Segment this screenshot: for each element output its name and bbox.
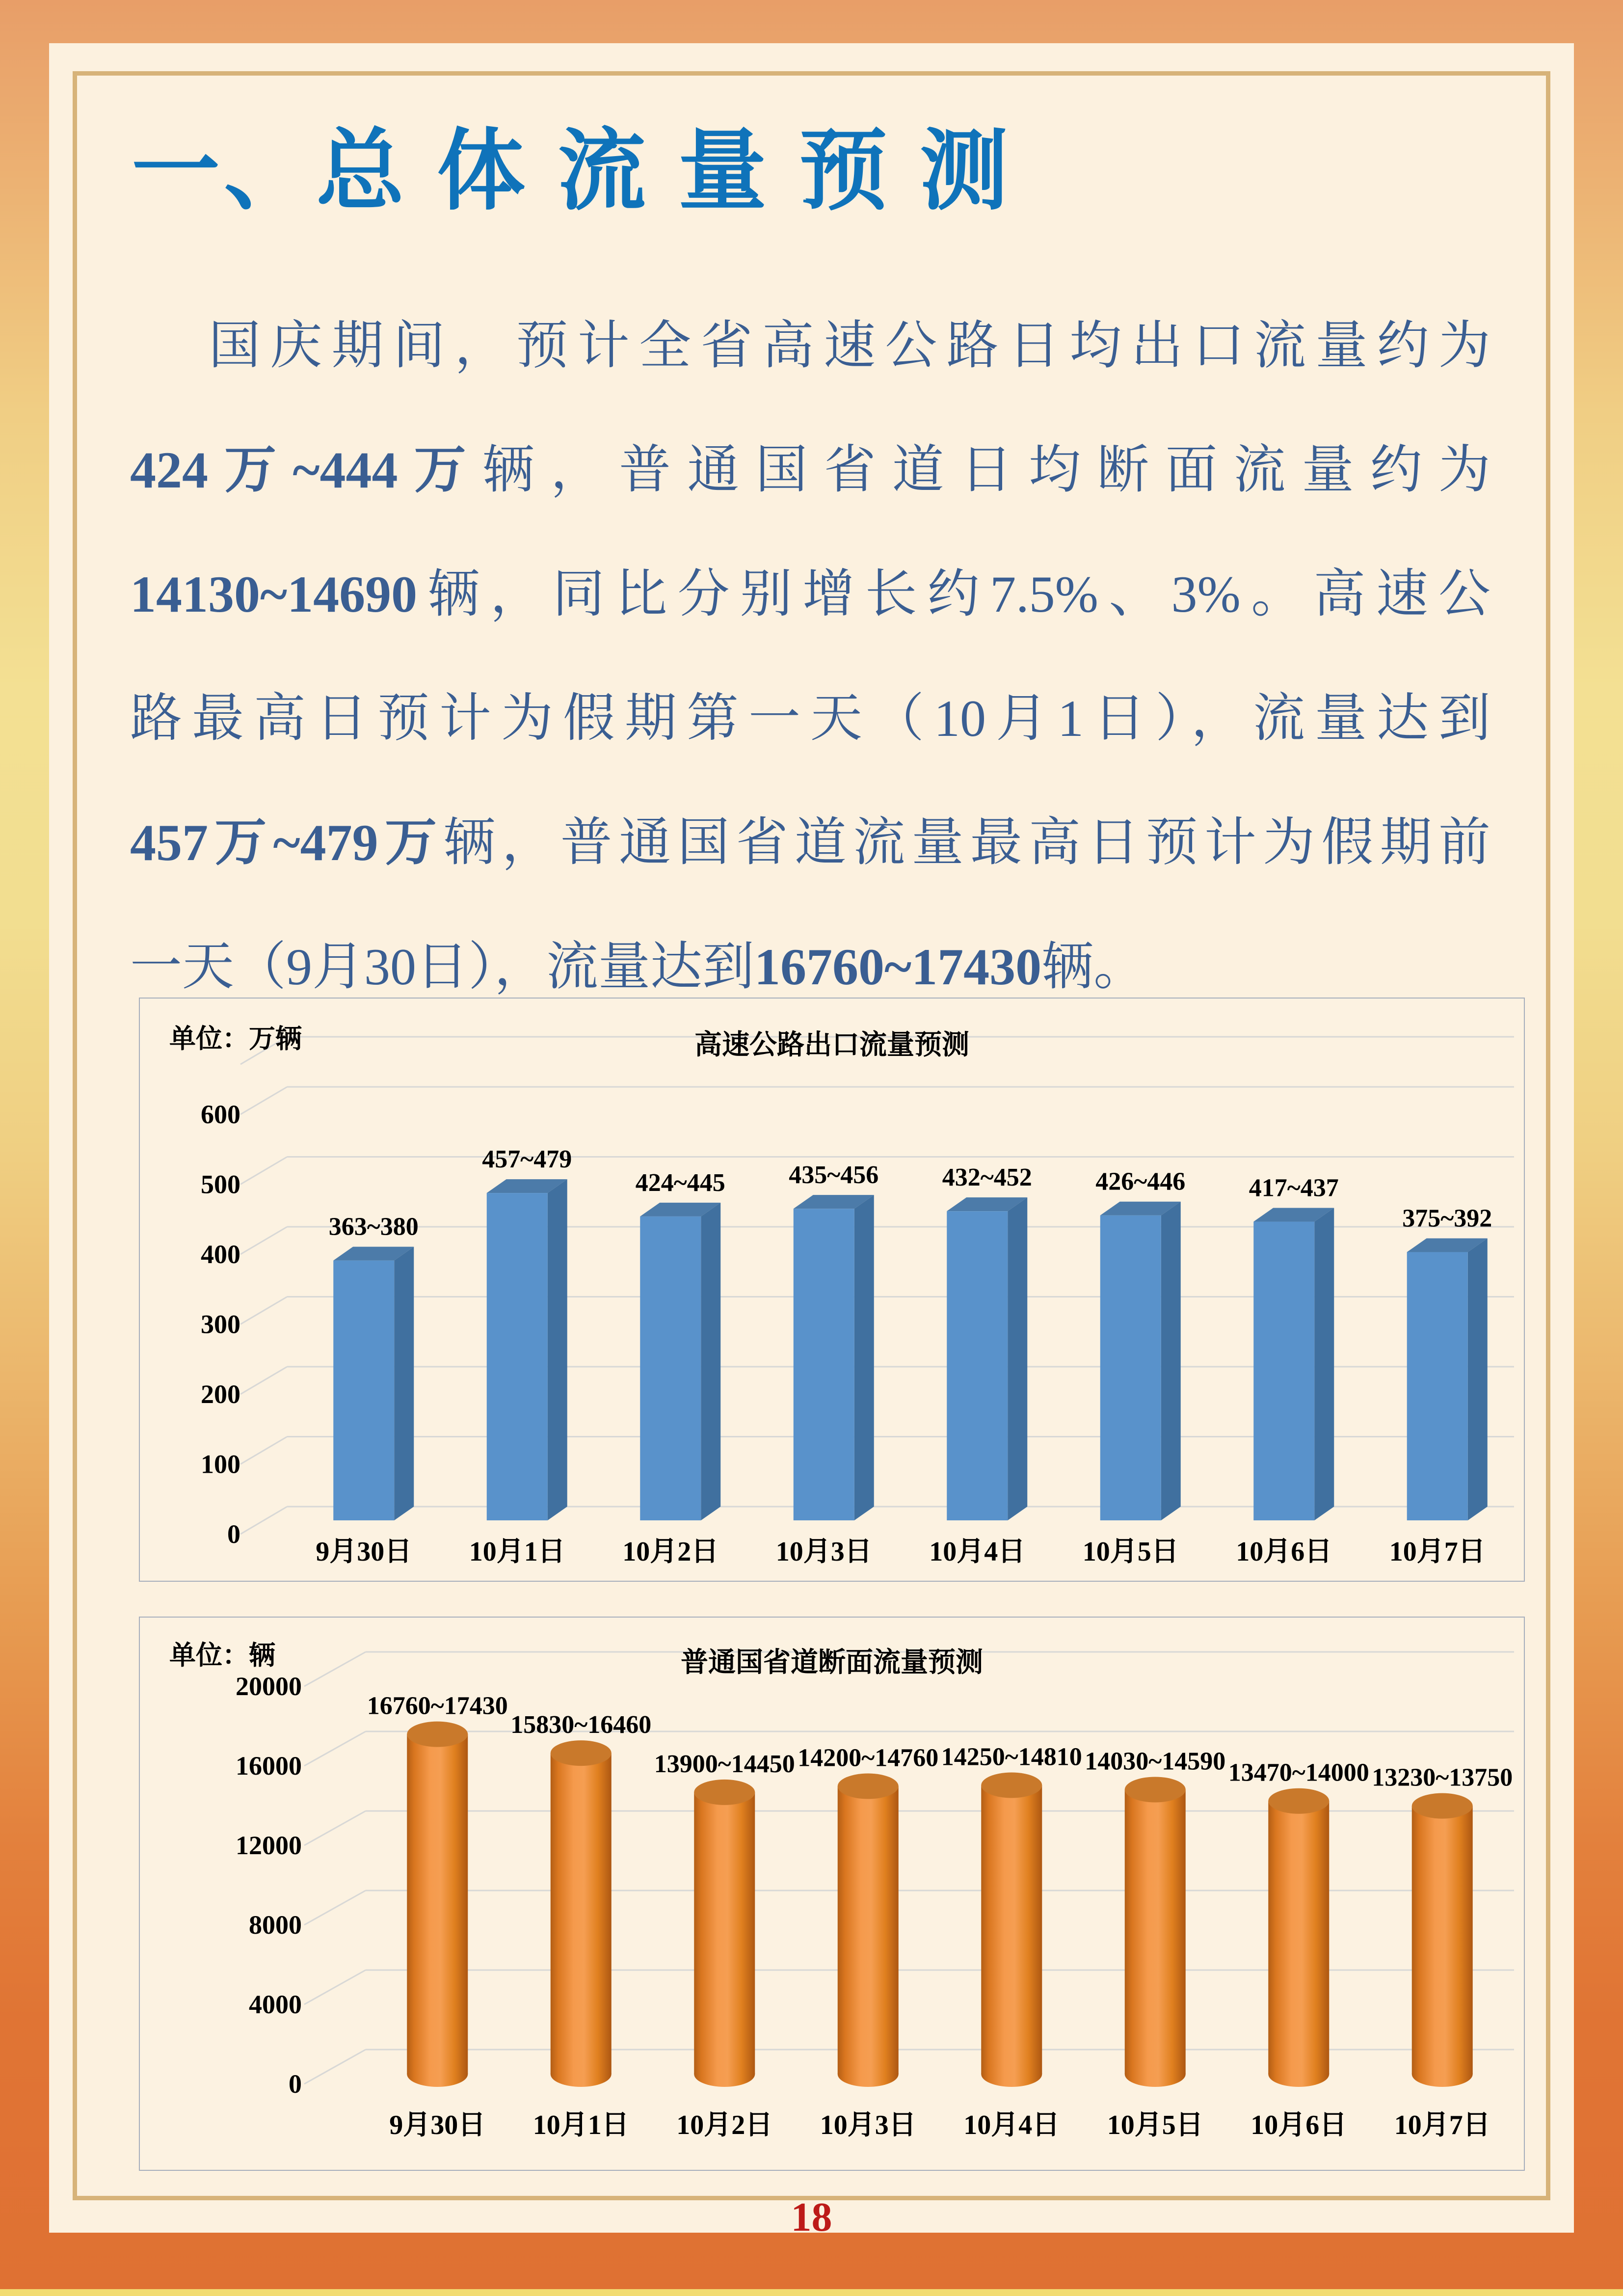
paragraph-line: [130, 781, 1490, 905]
gridline: [304, 1811, 1514, 1845]
y-axis-tick-label: 16000: [236, 1751, 302, 1781]
y-axis-tick-label: 4000: [249, 1990, 302, 2019]
x-axis-date-label: 9月30日: [316, 1537, 412, 1567]
body-text-run: 辆，普通国省道日均断面流量约为: [482, 441, 1491, 499]
x-axis-date-label: 10月3日: [820, 2110, 916, 2140]
bar-3d-column: [640, 1203, 720, 1520]
y-axis-tick-label: 20000: [236, 1672, 302, 1701]
y-axis-tick-label: 600: [201, 1100, 240, 1129]
x-axis-date-label: 10月2日: [622, 1537, 719, 1567]
body-text-run: 路最高日预计为假期第一天（10月1日），流量达到: [130, 690, 1490, 747]
highlighted-value-text: 16760~17430: [754, 938, 1042, 996]
gridline: [304, 2050, 1514, 2084]
chart-canvas: [140, 999, 1524, 1581]
bar-3d-cylinder: [407, 1722, 468, 2087]
y-axis-tick-label: 400: [201, 1240, 240, 1269]
bar-value-range-label: 417~437: [1249, 1174, 1339, 1202]
y-axis-tick-label: 500: [201, 1169, 240, 1199]
page-number: 18: [791, 2194, 832, 2240]
gridline: [304, 1891, 1514, 1925]
x-axis-date-label: 10月6日: [1251, 2110, 1347, 2140]
highlighted-value-text: 14130~14690: [130, 566, 418, 623]
bar-value-range-label: 375~392: [1402, 1204, 1492, 1233]
chart-title: 高速公路出口流量预测: [694, 1030, 969, 1060]
bar-3d-column: [333, 1247, 414, 1520]
bar-value-range-label: 14200~14760: [798, 1744, 939, 1772]
bar-3d-column: [794, 1195, 874, 1520]
y-axis-tick-label: 300: [201, 1309, 240, 1339]
chart-unit-label: 单位：万辆: [169, 1024, 302, 1053]
y-axis-tick-label: 100: [201, 1449, 240, 1479]
paragraph-line: [130, 284, 1490, 408]
bar-value-range-label: 14030~14590: [1085, 1747, 1226, 1776]
bar-3d-column: [1100, 1202, 1181, 1520]
bar-3d-cylinder: [981, 1773, 1042, 2087]
bar-value-range-label: 13900~14450: [654, 1750, 795, 1778]
x-axis-date-label: 10月6日: [1236, 1537, 1332, 1567]
bar-3d-column: [947, 1197, 1027, 1520]
x-axis-date-label: 10月5日: [1107, 2110, 1203, 2140]
chart-title: 普通国省道断面流量预测: [681, 1648, 983, 1678]
bar-3d-column: [487, 1179, 567, 1520]
highlighted-value-text: 457万~479万: [130, 814, 444, 871]
body-text-run: 国庆期间，预计全省高速公路日均出口流量约为: [209, 317, 1490, 375]
bar-value-range-label: 13230~13750: [1372, 1763, 1513, 1792]
x-axis-date-label: 10月5日: [1082, 1537, 1179, 1567]
y-axis-tick-label: 0: [227, 1519, 240, 1549]
bar-value-range-label: 13470~14000: [1228, 1758, 1369, 1787]
x-axis-date-label: 10月7日: [1389, 1537, 1486, 1567]
gridline: [240, 1087, 1514, 1114]
highway-exit-flow-forecast-chart: [139, 998, 1525, 1582]
bar-3d-cylinder: [694, 1780, 755, 2087]
bar-3d-column: [1407, 1239, 1488, 1520]
bar-value-range-label: 457~479: [482, 1145, 572, 1174]
x-axis-date-label: 10月7日: [1394, 2110, 1490, 2140]
x-axis-date-label: 10月1日: [469, 1537, 565, 1567]
bar-value-range-label: 14250~14810: [941, 1743, 1082, 1771]
bar-value-range-label: 15830~16460: [510, 1711, 652, 1739]
bar-3d-cylinder: [551, 1740, 612, 2087]
highlighted-value-text: 424万~444万: [130, 441, 482, 499]
bar-3d-cylinder: [1125, 1777, 1186, 2087]
body-text-run: 辆，同比分别增长约7.5%、3%。高速公: [417, 566, 1490, 623]
body-text-run: 一天（9月30日），流量达到: [130, 938, 754, 996]
x-axis-date-label: 10月1日: [532, 2110, 629, 2140]
paragraph-line: [130, 532, 1490, 656]
x-axis-date-label: 10月4日: [929, 1537, 1026, 1567]
bar-value-range-label: 426~446: [1095, 1167, 1186, 1196]
gridline: [304, 1970, 1514, 2004]
bar-3d-cylinder: [1412, 1793, 1473, 2087]
content-panel: [49, 43, 1574, 2233]
paragraph-line: [130, 408, 1490, 532]
chart-unit-label: 单位：辆: [169, 1641, 275, 1670]
bar-value-range-label: 424~445: [635, 1168, 725, 1197]
bar-value-range-label: 435~456: [789, 1161, 879, 1189]
paragraph-line: [130, 656, 1490, 781]
y-axis-tick-label: 200: [201, 1379, 240, 1409]
x-axis-date-label: 10月2日: [676, 2110, 773, 2140]
bar-value-range-label: 363~380: [328, 1213, 419, 1241]
chart-canvas: [140, 1618, 1524, 2170]
x-axis-date-label: 9月30日: [389, 2110, 486, 2140]
body-text-run: 辆，普通国省道流量最高日预计为假期前: [443, 814, 1491, 871]
y-axis-tick-label: 12000: [236, 1831, 302, 1860]
y-axis-tick-label: 0: [289, 2069, 302, 2099]
x-axis-date-label: 10月4日: [963, 2110, 1060, 2140]
body-paragraph: [130, 284, 1490, 1029]
bar-3d-column: [1253, 1208, 1334, 1520]
section-title: 一、总 体 流 量 预 测: [132, 122, 1012, 220]
bar-3d-cylinder: [1268, 1788, 1329, 2087]
body-text-run: 辆。: [1041, 938, 1146, 996]
national-provincial-road-flow-forecast-chart: [139, 1617, 1525, 2171]
bar-value-range-label: 432~452: [942, 1163, 1032, 1192]
bottom-edge-strip: [0, 2289, 1623, 2296]
y-axis-tick-label: 8000: [249, 1910, 302, 1940]
bar-3d-cylinder: [838, 1774, 899, 2087]
bar-value-range-label: 16760~17430: [367, 1692, 508, 1720]
x-axis-date-label: 10月3日: [775, 1537, 872, 1567]
